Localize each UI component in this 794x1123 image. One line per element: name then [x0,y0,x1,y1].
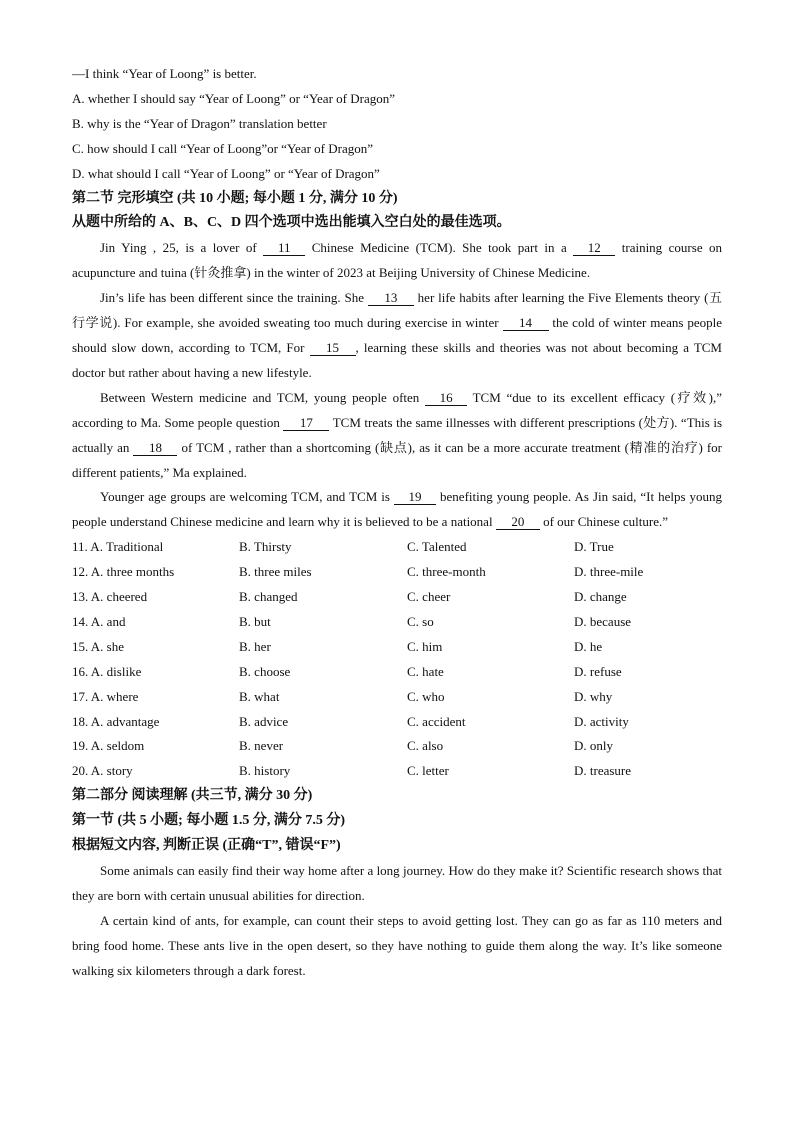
text-span: Jin’s life has been different since the training. She [100,290,364,306]
option-cell: C. hate [407,663,444,679]
option-cell: 20. A. story [72,763,133,779]
option-cell: C. so [407,613,434,629]
option-cell: 18. A. advantage [72,713,160,729]
option-cell: B. never [239,738,284,754]
option-cell: 13. A. cheered [72,589,148,605]
option-cell: 12. A. three months [72,564,175,580]
text-span: Younger age groups are welcoming TCM, and TCM is [100,489,390,505]
option-cell: B. changed [239,589,298,605]
blank-12: 12 [573,241,615,256]
option-row [72,635,722,660]
blank-15: 15 [310,341,356,356]
option-cell: B. history [239,763,291,779]
option-cell: B. what [239,688,280,704]
option-cell: D. three-mile [574,564,644,580]
blank-16: 16 [425,391,467,406]
option-cell: C. three-month [407,564,486,580]
text-span: benefiting young people. As Jin said, “It helps young people understand Chinese medicine and learn why it is believed to be a national [72,489,723,530]
option-cell: D. treasure [574,763,632,779]
blank-13: 13 [368,291,414,306]
option-cell: C. letter [407,763,449,779]
text-span: Chinese Medicine (TCM). She took part in a [311,240,567,256]
option-d: D. what should I call “Year of Loong” or “Year of Dragon” [72,165,380,181]
text-span: , learning these skills and theories was not about becoming a TCM doctor but rather about having a new lifestyle. [72,339,722,380]
option-cell: D. why [574,688,613,704]
reading-passage [72,859,722,984]
section2-title: 第二节 完形填空 (共 10 小题; 每小题 1 分, 满分 10 分) [72,190,398,206]
options-table [72,535,722,784]
option-a: A. whether I should say “Year of Loong” or “Year of Dragon” [72,90,395,106]
option-cell: C. cheer [407,589,451,605]
blank-20: 20 [496,515,540,530]
answer-line: —I think “Year of Loong” is better. [72,66,257,81]
option-cell: D. only [574,738,613,754]
blank-14: 14 [503,316,549,331]
blank-19: 19 [394,490,436,505]
text-span: Jin Ying , 25, is a lover of [100,240,257,256]
part2-instruction: 根据短文内容, 判断正误 (正确“T”, 错误“F”) [72,838,341,854]
option-cell: D. activity [574,713,629,729]
option-row [72,535,722,560]
option-row [72,710,722,735]
option-cell: C. accident [407,713,466,729]
text-span: the cold of winter means people should slow down, according to TCM, For [72,315,723,355]
option-row [72,610,722,635]
passage-paragraph [72,386,722,486]
document-page [72,62,722,984]
option-c: C. how should I call “Year of Loong”or “Year of Dragon” [72,140,373,156]
option-cell: 11. A. Traditional [72,539,164,555]
blank-18: 18 [133,441,177,456]
option-row [72,734,722,759]
text-span: of our Chinese culture.” [543,514,668,530]
option-cell: 17. A. where [72,688,139,704]
reading-paragraph: A certain kind of ants, for example, can count their steps to avoid getting lost. They can go as far as 110 meters and bring food home. These ants live in the open desert, so they have nothing to guide them along the way. It’s like someone walking six kilometers through a dark forest. [72,912,722,978]
option-cell: D. he [574,638,603,654]
part2-section1-title: 第一节 (共 5 小题; 每小题 1.5 分, 满分 7.5 分) [72,813,345,829]
option-row [72,685,722,710]
option-cell: B. Thirsty [239,539,292,555]
option-cell: 16. A. dislike [72,663,142,679]
option-cell: D. True [574,539,614,555]
text-span: Between Western medicine and TCM, young people often [100,389,420,405]
option-cell: B. choose [239,663,291,679]
text-span: TCM treats the same illnesses with different prescriptions (处方). “This is actually an [72,414,723,455]
option-cell: B. three miles [239,564,312,580]
text-span: TCM “due to its excellent efficacy (疗效),” according to Ma. Some people question [72,389,722,430]
option-cell: C. Talented [407,539,467,555]
passage-paragraph [72,485,722,535]
option-cell: D. because [574,613,632,629]
option-cell: 19. A. seldom [72,738,145,754]
option-cell: B. her [239,638,271,654]
option-cell: C. who [407,688,445,704]
option-cell: D. refuse [574,663,622,679]
option-cell: B. but [239,613,271,629]
option-cell: D. change [574,589,627,605]
blank-11: 11 [263,241,305,256]
cloze-passage [72,236,722,535]
blank-17: 17 [283,416,329,431]
option-row [72,560,722,585]
option-cell: C. him [407,638,443,654]
passage-paragraph [72,286,722,386]
passage-paragraph [72,236,722,286]
text-span: of TCM , rather than a shortcoming (缺点), as it can be a more accurate treatment (精准的治疗) for different patients,” Ma explained. [72,439,722,480]
option-row [72,759,722,784]
option-cell: 14. A. and [72,613,126,629]
option-cell: 15. A. she [72,638,124,654]
text-span: her life habits after learning the Five Elements theory (五行学说). For example, she avoided sweating too much during exercise in winter [72,290,723,331]
option-row [72,585,722,610]
option-cell: C. also [407,738,444,754]
option-row [72,660,722,685]
option-b: B. why is the “Year of Dragon” translation better [72,115,327,131]
reading-paragraph: Some animals can easily find their way home after a long journey. How do they make it? Scientific research shows that they are born with certain unusual abilities for direction. [72,863,722,903]
part2-title: 第二部分 阅读理解 (共三节, 满分 30 分) [72,788,313,804]
previous-question-tail [72,62,722,187]
option-cell: B. advice [239,713,289,729]
section2-instruction: 从题中所给的 A、B、C、D 四个选项中选出能填入空白处的最佳选项。 [72,215,511,231]
text-span: training course on acupuncture and tuina (针灸推拿) in the winter of 2023 at Beijing University of Chinese Medicine. [72,240,723,281]
